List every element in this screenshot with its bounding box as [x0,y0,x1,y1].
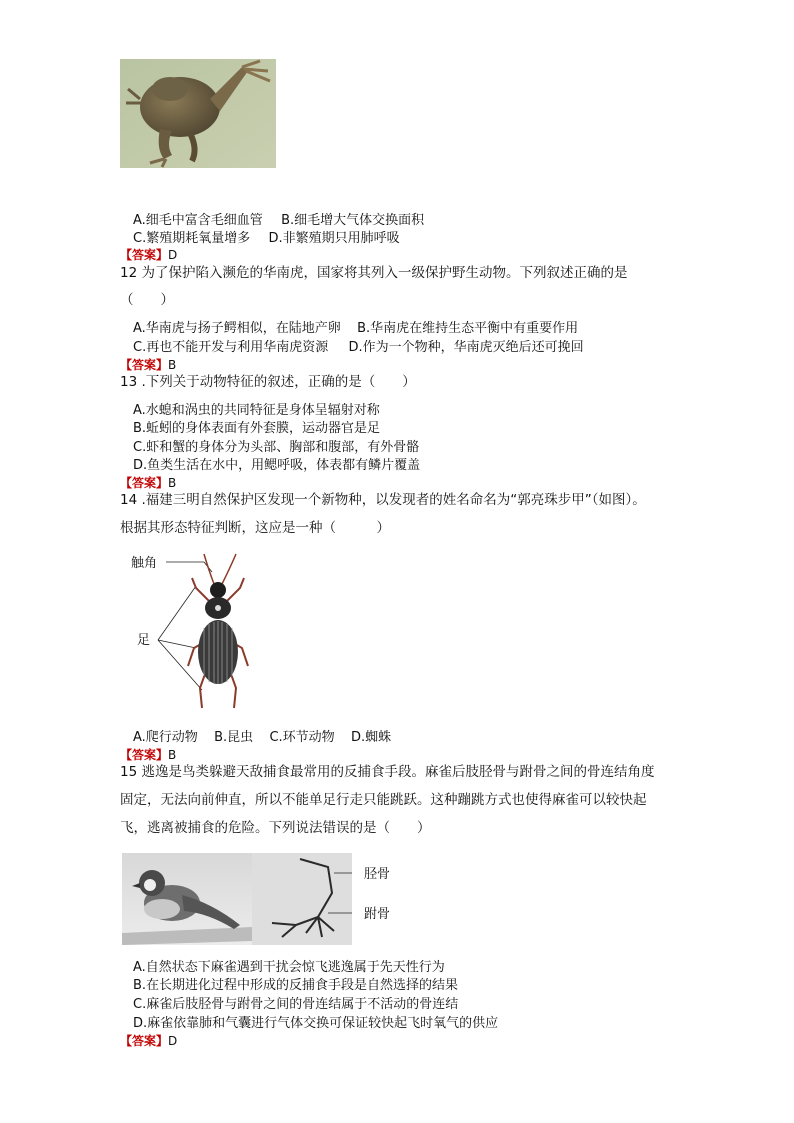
q12-option-c: C.再也不能开发与利用华南虎资源 [133,340,329,355]
q15-stem-line2: 固定，无法向前伸直，所以不能单足行走只能跳跃。这种蹦跳方式也使得麻雀可以较快起 [120,792,647,808]
q14-option-c: C.环节动物 [269,730,335,745]
q15-stem-line1: 15 逃逸是鸟类躲避天敌捕食最常用的反捕食手段。麻雀后肢胫骨与跗骨之间的骨连结角度 [120,764,655,780]
answer-label: 【答案】 [120,748,169,762]
q14-option-a: A.爬行动物 [133,730,198,745]
q11-option-a: A.细毛中富含毛细血管 [133,213,263,228]
q13-stem: 13 .下列关于动物特征的叙述，正确的是（ ） [120,374,416,390]
answer-label: 【答案】 [120,1034,169,1048]
answer-key: D [168,248,178,262]
label-foot: 足 [137,633,151,648]
q14-option-d: D.蜘蛛 [350,730,392,745]
q12-stem: 12 为了保护陷入濒危的华南虎，国家将其列入一级保护野生动物。下列叙述正确的是 [120,265,628,281]
q14-option-b: B.昆虫 [214,730,254,745]
q12-option-d: D.作为一个物种，华南虎灭绝后还可挽回 [348,340,584,355]
label-tarsus: 跗骨 [364,907,391,922]
q15-option-b: B.在长期进化过程中形成的反捕食手段是自然选择的结果 [133,978,459,993]
q15-option-d: D.麻雀依靠肺和气囊进行气体交换可保证较快起飞时氧气的供应 [133,1016,499,1031]
q14-stem-line1: 14 .福建三明自然保护区发现一个新物种，以发现者的姓名命名为“郭亮珠步甲”（如图）。 [120,492,646,508]
q15-option-a: A.自然状态下麻雀遇到干扰会惊飞逃逸属于先天性行为 [133,960,445,975]
answer-key: D [168,1034,178,1048]
q11-answer [120,247,177,264]
q15-option-c: C.麻雀后肢胫骨与跗骨之间的骨连结属于不活动的骨连结 [133,997,459,1012]
q15-stem-line3: 飞，逃离被捕食的危险。下列说法错误的是（ ） [120,820,431,836]
q13-option-d: D.鱼类生活在水中，用鳃呼吸，体表都有鳞片覆盖 [133,458,421,473]
q13-answer [120,475,176,492]
q13-option-b: B.蚯蚓的身体表面有外套膜，运动器官是足 [133,421,381,436]
q14-answer [120,747,176,764]
frog-photo [120,59,276,168]
q13-option-c: C.虾和蟹的身体分为头部、胸部和腹部，有外骨骼 [133,440,420,455]
q12-option-b: B.华南虎在维持生态平衡中有重要作用 [357,321,579,336]
label-antenna: 触角 [131,556,158,571]
answer-label: 【答案】 [120,358,169,372]
answer-key: B [168,358,177,372]
q15-answer [120,1033,177,1050]
answer-label: 【答案】 [120,248,169,262]
q12-answer [120,357,176,374]
label-tibia: 胫骨 [364,867,391,882]
q12-option-a: A.华南虎与扬子鳄相似，在陆地产卵 [133,321,341,336]
beetle-diagram [132,548,272,718]
answer-key: B [168,476,177,490]
answer-label: 【答案】 [120,476,169,490]
q13-option-a: A.水螅和涡虫的共同特征是身体呈辐射对称 [133,403,380,418]
q11-option-b: B.细毛增大气体交换面积 [281,213,425,228]
q11-option-d: D.非繁殖期只用肺呼吸 [268,231,400,246]
sparrow-figure [122,853,352,945]
answer-key: B [168,748,177,762]
q12-blank: （ ） [120,292,174,308]
q11-option-c: C.繁殖期耗氧量增多 [133,231,251,246]
q14-stem-line2: 根据其形态特征判断，这应是一种（ ） [120,520,390,536]
